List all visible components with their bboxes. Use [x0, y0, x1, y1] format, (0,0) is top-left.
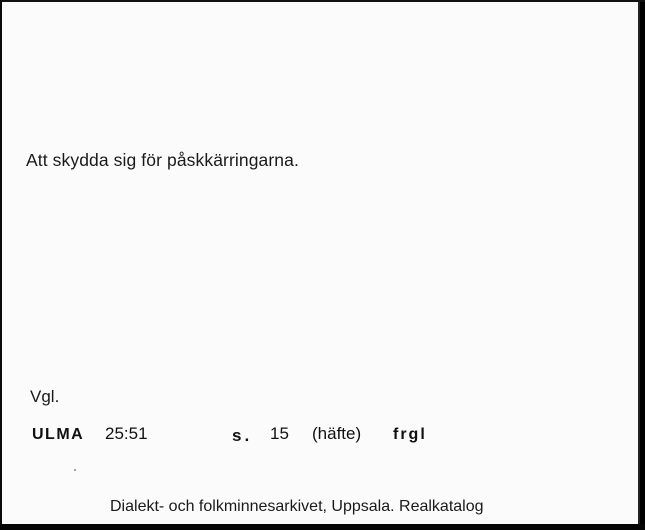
card-province: Vgl. [30, 387, 60, 406]
format-note: (häfte) [312, 424, 362, 443]
record-number: 25:51 [105, 424, 148, 443]
card-footer: Dialekt- och folkminnesarkivet, Uppsala. Realkatalog [110, 498, 484, 515]
category-code: frgl [393, 426, 427, 443]
page-prefix: s. [232, 426, 253, 445]
card-subject: Att skydda sig för påskkärringarna. [26, 150, 299, 170]
card-bottom-border [0, 524, 645, 530]
catalog-card [2, 2, 640, 524]
page-number: 15 [270, 424, 289, 443]
paper-speck [74, 469, 76, 471]
archive-code: ULMA [32, 426, 85, 443]
